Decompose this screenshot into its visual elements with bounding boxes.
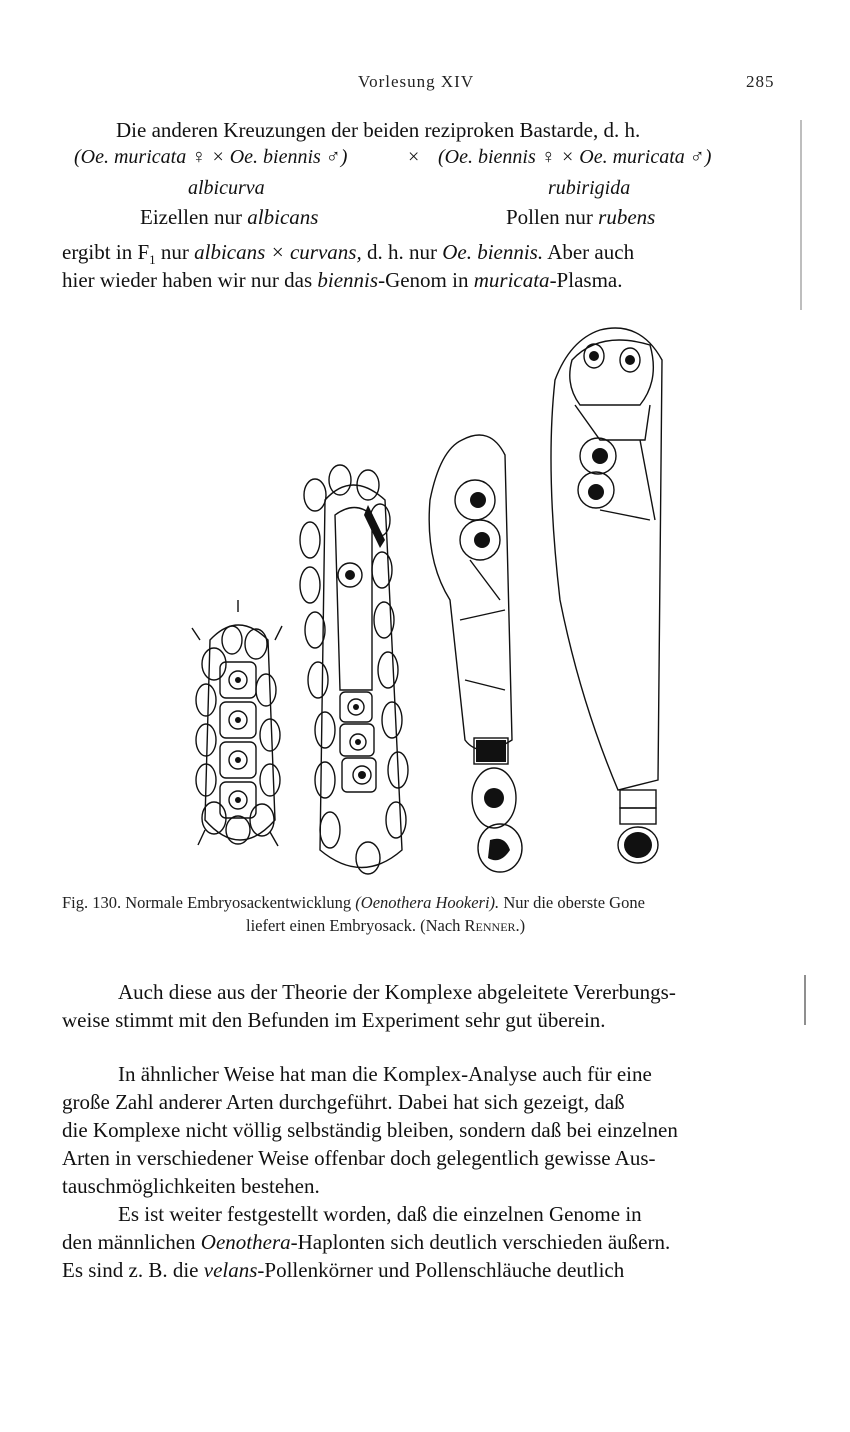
para2-line-5: tauschmöglichkeiten bestehen. xyxy=(62,1174,320,1198)
figure-caption-line-2: liefert einen Embryosack. (Nach Renner.) xyxy=(246,916,526,935)
name-rubirigida: rubirigida xyxy=(548,177,631,199)
stage-4-embryo-sac xyxy=(551,328,662,863)
stage-2-cell-file xyxy=(300,465,408,874)
name-albicurva: albicurva xyxy=(188,177,265,199)
para3-line-1: Es ist weiter festgestellt worden, daß die einzelnen Genome in xyxy=(118,1202,642,1226)
para3-line-2: den männlichen Oenothera-Haplonten sich deutlich verschieden äußern. xyxy=(62,1230,671,1254)
formula-right: (Oe. biennis ♀ × Oe. muricata ♂) xyxy=(438,146,712,168)
formula-left: (Oe. muricata ♀ × Oe. biennis ♂) xyxy=(74,146,348,168)
pollen-line: Pollen nur rubens xyxy=(506,205,656,229)
para1-line-2: weise stimmt mit den Befunden im Experiment sehr gut überein. xyxy=(62,1008,606,1032)
page-number: 285 xyxy=(746,72,775,91)
stage-1-cell-file xyxy=(192,600,282,846)
para2-line-2: große Zahl anderer Arten durchgeführt. Dabei hat sich gezeigt, daß xyxy=(62,1090,625,1114)
para2-line-1: In ähnlicher Weise hat man die Komplex-Analyse auch für eine xyxy=(118,1062,652,1086)
para3-line-3: Es sind z. B. die velans-Pollenkörner und Pollenschläuche deutlich xyxy=(62,1258,625,1282)
para2-line-4: Arten in verschiedener Weise offenbar doch gelegentlich gewisse Aus- xyxy=(62,1146,656,1170)
figure-caption-line-1: Fig. 130. Normale Embryosackentwicklung (Oenothera Hookeri). Nur die oberste Gone xyxy=(62,893,645,912)
intro-line-1: Die anderen Kreuzungen der beiden reziproken Bastarde, d. h. xyxy=(116,118,641,142)
intro-line-5: ergibt in $F_1$ nur albicans × curvans, d. h. nur Oe. biennis. Aber auch xyxy=(62,240,635,268)
running-header-title: Vorlesung XIV xyxy=(358,72,475,91)
eizellen-line: Eizellen nur albicans xyxy=(140,205,319,229)
para1-line-1: Auch diese aus der Theorie der Komplexe abgeleitete Vererbungs- xyxy=(118,980,676,1004)
formula-times: × xyxy=(408,146,420,168)
para2-line-3: die Komplexe nicht völlig selbständig bleiben, sondern daß bei einzelnen xyxy=(62,1118,678,1142)
intro-line-6: hier wieder haben wir nur das biennis-Genom in muricata-Plasma. xyxy=(62,268,623,292)
